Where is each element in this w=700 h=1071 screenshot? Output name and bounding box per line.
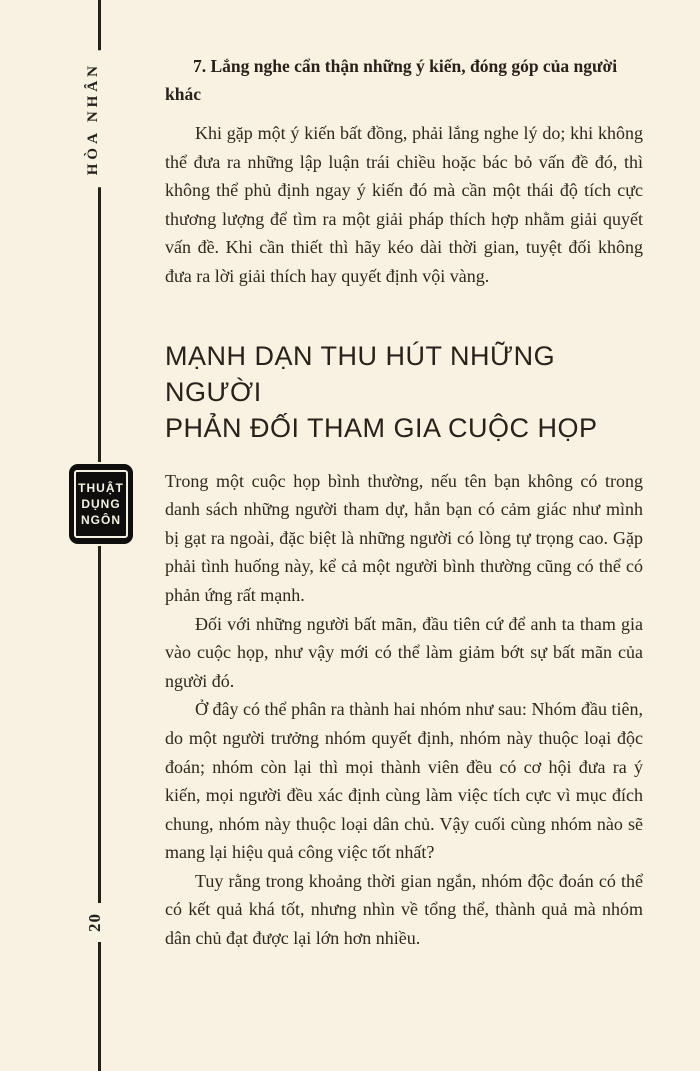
subsection-heading: 7. Lắng nghe cẩn thận những ý kiến, đóng góp của người khác bbox=[165, 56, 618, 104]
section-title bbox=[165, 338, 643, 446]
author-vertical-label: HÒA NHÂN bbox=[85, 50, 115, 187]
series-logo bbox=[69, 464, 133, 544]
page-content bbox=[165, 52, 643, 953]
paragraph-5: Tuy rằng trong khoảng thời gian ngắn, nhóm độc đoán có thể có kết quả khá tốt, nhưng nhìn về tổng thể, thành quả mà nhóm dân chủ đạt được lại lớn hơn nhiều. bbox=[165, 870, 643, 949]
logo-line-3: NGÔN bbox=[81, 513, 121, 527]
page-number: 20 bbox=[85, 903, 115, 942]
paragraph-1: Khi gặp một ý kiến bất đồng, phải lắng nghe lý do; khi không thể đưa ra những lập luận trái chiều hoặc bác bỏ vấn đề đó, thì không thể phủ định ngay ý kiến đó mà cần một thái độ tích cực thương lượng để tìm ra một giải pháp thích hợp nhằm giải quyết vấn đề. Khi cần thiết thì hãy kéo dài thời gian, tuyệt đối không đưa ra lời giải thích hay quyết định vội vàng. bbox=[165, 123, 643, 286]
section-title-line-1: MẠNH DẠN THU HÚT NHỮNG NGƯỜI bbox=[165, 340, 556, 407]
paragraph-4: Ở đây có thể phân ra thành hai nhóm như sau: Nhóm đầu tiên, do một người trưởng nhóm quyết định, nhóm này thuộc loại độc đoán; nhóm còn lại thì mọi thành viên đều có cơ hội đưa ra ý kiến, mọi người đều xác định cùng làm việc tích cực vì mục đích chung, nhóm này thuộc loại dân chủ. Vậy cuối cùng nhóm nào sẽ mang lại hiệu quả công việc tốt nhất? bbox=[165, 699, 643, 863]
paragraph-3: Đối với những người bất mãn, đầu tiên cứ để anh ta tham gia vào cuộc họp, như vậy mới có thể làm giảm bớt sự bất mãn của người đó. bbox=[165, 613, 643, 691]
logo-line-2: DỤNG bbox=[81, 497, 121, 511]
series-logo-frame bbox=[74, 470, 128, 538]
logo-line-1: THUẬT bbox=[78, 481, 124, 495]
section-title-line-2: PHẢN ĐỐI THAM GIA CUỘC HỌP bbox=[165, 412, 598, 443]
paragraph-2: Trong một cuộc họp bình thường, nếu tên bạn không có trong danh sách những người tham dự, hẳn bạn có cảm giác như mình bị gạt ra ngoài, đặc biệt là những người có lòng tự trọng cao. Gặp phải tình huống này, kể cả một người bình thường cũng có thể có phản ứng rất mạnh. bbox=[165, 470, 643, 605]
